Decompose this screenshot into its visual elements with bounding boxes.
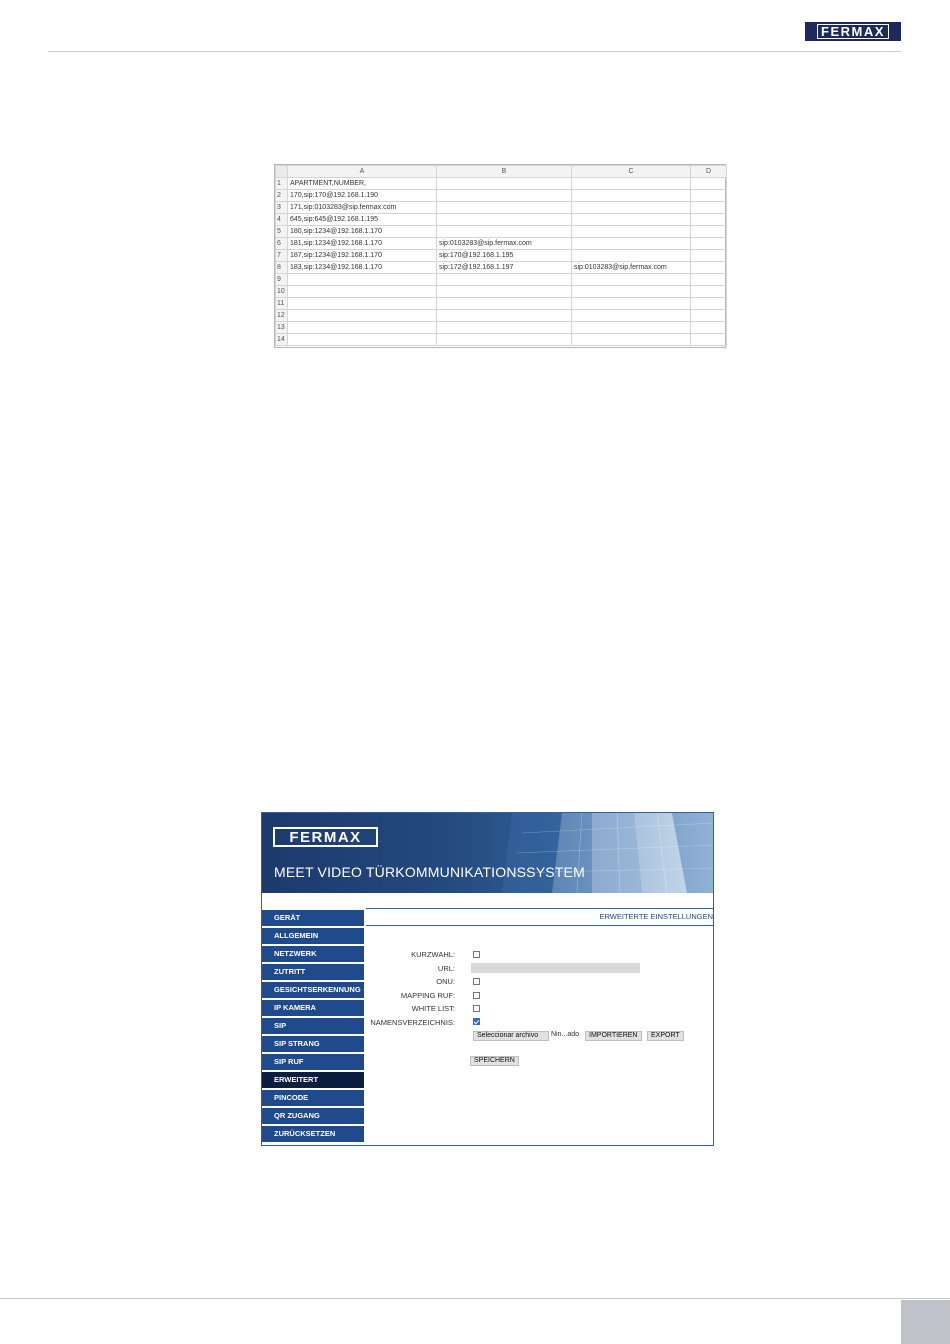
sheet-cell[interactable] <box>288 322 437 334</box>
header-divider <box>48 51 901 52</box>
sheet-cell[interactable]: sip:0103283@sip.fermax.com <box>572 262 691 274</box>
menu-item-sip[interactable]: SIP <box>262 1018 364 1034</box>
sheet-cell[interactable] <box>288 274 437 286</box>
header-banner <box>262 813 713 893</box>
menu-item-zutritt[interactable]: ZUTRITT <box>262 964 364 980</box>
sheet-cell[interactable] <box>437 310 572 322</box>
sheet-cell[interactable] <box>691 262 727 274</box>
select-all-corner[interactable] <box>276 166 288 178</box>
fermax-page-logo-text: FERMAX <box>817 24 889 39</box>
sheet-cell[interactable] <box>691 226 727 238</box>
sidebar-menu <box>262 910 364 1144</box>
sheet-cell[interactable]: sip:0103283@sip.fermax.com <box>437 238 572 250</box>
menu-item-sip-ruf[interactable]: SIP RUF <box>262 1054 364 1070</box>
sheet-cell[interactable] <box>572 226 691 238</box>
sheet-cell[interactable] <box>572 298 691 310</box>
sheet-cell[interactable]: 183,sip:1234@192.168.1.170 <box>288 262 437 274</box>
sheet-cell[interactable] <box>572 238 691 250</box>
sheet-row <box>276 190 727 202</box>
sheet-cell[interactable] <box>572 322 691 334</box>
sheet-row <box>276 226 727 238</box>
sheet-cell[interactable] <box>691 310 727 322</box>
row-header[interactable]: 11 <box>276 298 288 310</box>
row-header[interactable]: 14 <box>276 334 288 346</box>
sheet-row <box>276 262 727 274</box>
sheet-cell[interactable] <box>572 190 691 202</box>
row-header[interactable]: 1 <box>276 178 288 190</box>
sheet-row <box>276 286 727 298</box>
footer-divider <box>0 1298 950 1299</box>
file-status-label: Nin...ado <box>551 1031 580 1038</box>
sheet-row <box>276 310 727 322</box>
row-header[interactable]: 8 <box>276 262 288 274</box>
url-label: URL: <box>437 964 455 973</box>
sheet-row <box>276 178 727 190</box>
sheet-row <box>276 238 727 250</box>
menu-item-gerät[interactable]: GERÄT <box>262 910 364 926</box>
sheet-cell[interactable] <box>437 298 572 310</box>
sheet-row <box>276 214 727 226</box>
white-list-checkbox[interactable] <box>473 1005 480 1012</box>
sheet-cell[interactable] <box>572 178 691 190</box>
import-button[interactable]: IMPORTIEREN <box>585 1031 642 1041</box>
sheet-row <box>276 250 727 262</box>
sheet-cell[interactable] <box>691 202 727 214</box>
menu-item-gesichtserkennung[interactable]: GESICHTSERKENNUNG <box>262 982 364 998</box>
sheet-cell[interactable] <box>437 334 572 346</box>
sheet-cell[interactable]: 181,sip:1234@192.168.1.170 <box>288 238 437 250</box>
column-header-c[interactable]: C <box>572 166 691 178</box>
namensverzeichnis-label: NAMENSVERZEICHNIS: <box>370 1018 455 1027</box>
sheet-cell[interactable] <box>572 334 691 346</box>
row-header[interactable]: 7 <box>276 250 288 262</box>
sheet-cell[interactable]: 171,sip:0103283@sip.fermax.com <box>288 202 437 214</box>
sheet-cell[interactable] <box>691 250 727 262</box>
fermax-banner-logo-text: FERMAX <box>289 828 362 846</box>
sheet-cell[interactable] <box>437 190 572 202</box>
column-header-a[interactable]: A <box>288 166 437 178</box>
sheet-cell[interactable]: 180,sip:1234@192.168.1.170 <box>288 226 437 238</box>
onu-checkbox[interactable] <box>473 978 480 985</box>
spreadsheet-grid <box>275 165 727 346</box>
menu-item-pincode[interactable]: PINCODE <box>262 1090 364 1106</box>
row-header[interactable]: 10 <box>276 286 288 298</box>
sheet-cell[interactable] <box>288 298 437 310</box>
sheet-cell[interactable] <box>691 274 727 286</box>
url-input[interactable] <box>471 963 640 973</box>
column-header-d[interactable]: D <box>691 166 727 178</box>
sheet-cell[interactable] <box>572 286 691 298</box>
row-header[interactable]: 6 <box>276 238 288 250</box>
kurzwahl-label: KURZWAHL: <box>411 950 455 959</box>
section-title: ERWEITERTE EINSTELLUNGEN <box>599 912 713 921</box>
mapping-ruf-label: MAPPING RUF: <box>400 991 455 1000</box>
banner-title: MEET VIDEO TÜRKOMMUNIKATIONSSYSTEM <box>274 864 585 880</box>
fermax-banner-logo <box>273 827 378 847</box>
sheet-cell[interactable] <box>437 214 572 226</box>
content-title-divider <box>366 925 714 926</box>
sheet-cell[interactable]: sip:170@192.168.1.195 <box>437 250 572 262</box>
building-graphic <box>262 813 713 893</box>
web-config-window <box>261 812 714 1146</box>
spreadsheet <box>274 164 726 348</box>
sheet-row <box>276 202 727 214</box>
sheet-cell[interactable]: 645,sip:645@192.168.1.195 <box>288 214 437 226</box>
sheet-cell[interactable] <box>572 202 691 214</box>
sheet-cell[interactable] <box>691 334 727 346</box>
content-top-divider <box>366 908 714 909</box>
column-header-b[interactable]: B <box>437 166 572 178</box>
onu-label: ONU: <box>436 977 455 986</box>
sheet-cell[interactable]: 187,sip:1234@192.168.1.170 <box>288 250 437 262</box>
row-header[interactable]: 2 <box>276 190 288 202</box>
sheet-cell[interactable]: 170,sip:170@192.168.1.190 <box>288 190 437 202</box>
row-header[interactable]: 9 <box>276 274 288 286</box>
sheet-cell[interactable] <box>288 286 437 298</box>
sheet-cell[interactable] <box>572 274 691 286</box>
menu-item-ip-kamera[interactable]: IP KAMERA <box>262 1000 364 1016</box>
white-list-label: WHITE LIST: <box>411 1004 455 1013</box>
page-number-tab <box>901 1300 950 1344</box>
namensverzeichnis-checkbox[interactable] <box>473 1018 480 1025</box>
sheet-cell[interactable] <box>572 310 691 322</box>
column-header-row <box>276 166 727 178</box>
choose-file-button[interactable]: Seleccionar archivo <box>473 1031 549 1041</box>
menu-item-allgemein[interactable]: ALLGEMEIN <box>262 928 364 944</box>
menu-item-sip-strang[interactable]: SIP STRANG <box>262 1036 364 1052</box>
sheet-cell[interactable] <box>572 214 691 226</box>
row-header[interactable]: 3 <box>276 202 288 214</box>
sheet-cell[interactable] <box>691 238 727 250</box>
spreadsheet-body <box>276 178 727 346</box>
sheet-row <box>276 274 727 286</box>
sheet-cell[interactable] <box>437 322 572 334</box>
menu-item-zurücksetzen[interactable]: ZURÜCKSETZEN <box>262 1126 364 1142</box>
sheet-cell[interactable] <box>437 274 572 286</box>
sheet-cell[interactable] <box>691 286 727 298</box>
sheet-cell[interactable] <box>691 214 727 226</box>
sheet-cell[interactable] <box>691 178 727 190</box>
menu-item-netzwerk[interactable]: NETZWERK <box>262 946 364 962</box>
sheet-cell[interactable] <box>691 322 727 334</box>
mapping-ruf-checkbox[interactable] <box>473 992 480 999</box>
sheet-row <box>276 298 727 310</box>
sheet-cell[interactable] <box>437 202 572 214</box>
sheet-cell[interactable] <box>691 190 727 202</box>
menu-item-erweitert[interactable]: ERWEITERT <box>262 1072 364 1088</box>
sheet-cell[interactable] <box>437 286 572 298</box>
sheet-cell[interactable] <box>691 298 727 310</box>
sheet-row <box>276 322 727 334</box>
sheet-cell[interactable] <box>288 334 437 346</box>
sheet-cell[interactable]: APARTMENT,NUMBER, <box>288 178 437 190</box>
sheet-cell[interactable] <box>572 250 691 262</box>
menu-item-qr-zugang[interactable]: QR ZUGANG <box>262 1108 364 1124</box>
row-header[interactable]: 5 <box>276 226 288 238</box>
sheet-cell[interactable] <box>437 178 572 190</box>
sheet-cell[interactable] <box>437 226 572 238</box>
export-button[interactable]: EXPORT <box>647 1031 684 1041</box>
row-header[interactable]: 13 <box>276 322 288 334</box>
save-button[interactable]: SPEICHERN <box>470 1056 519 1066</box>
sheet-cell[interactable] <box>288 310 437 322</box>
row-header[interactable]: 12 <box>276 310 288 322</box>
sheet-cell[interactable]: sip:172@192.168.1.197 <box>437 262 572 274</box>
sheet-row <box>276 334 727 346</box>
fermax-page-logo <box>805 22 901 41</box>
kurzwahl-checkbox[interactable] <box>473 951 480 958</box>
row-header[interactable]: 4 <box>276 214 288 226</box>
